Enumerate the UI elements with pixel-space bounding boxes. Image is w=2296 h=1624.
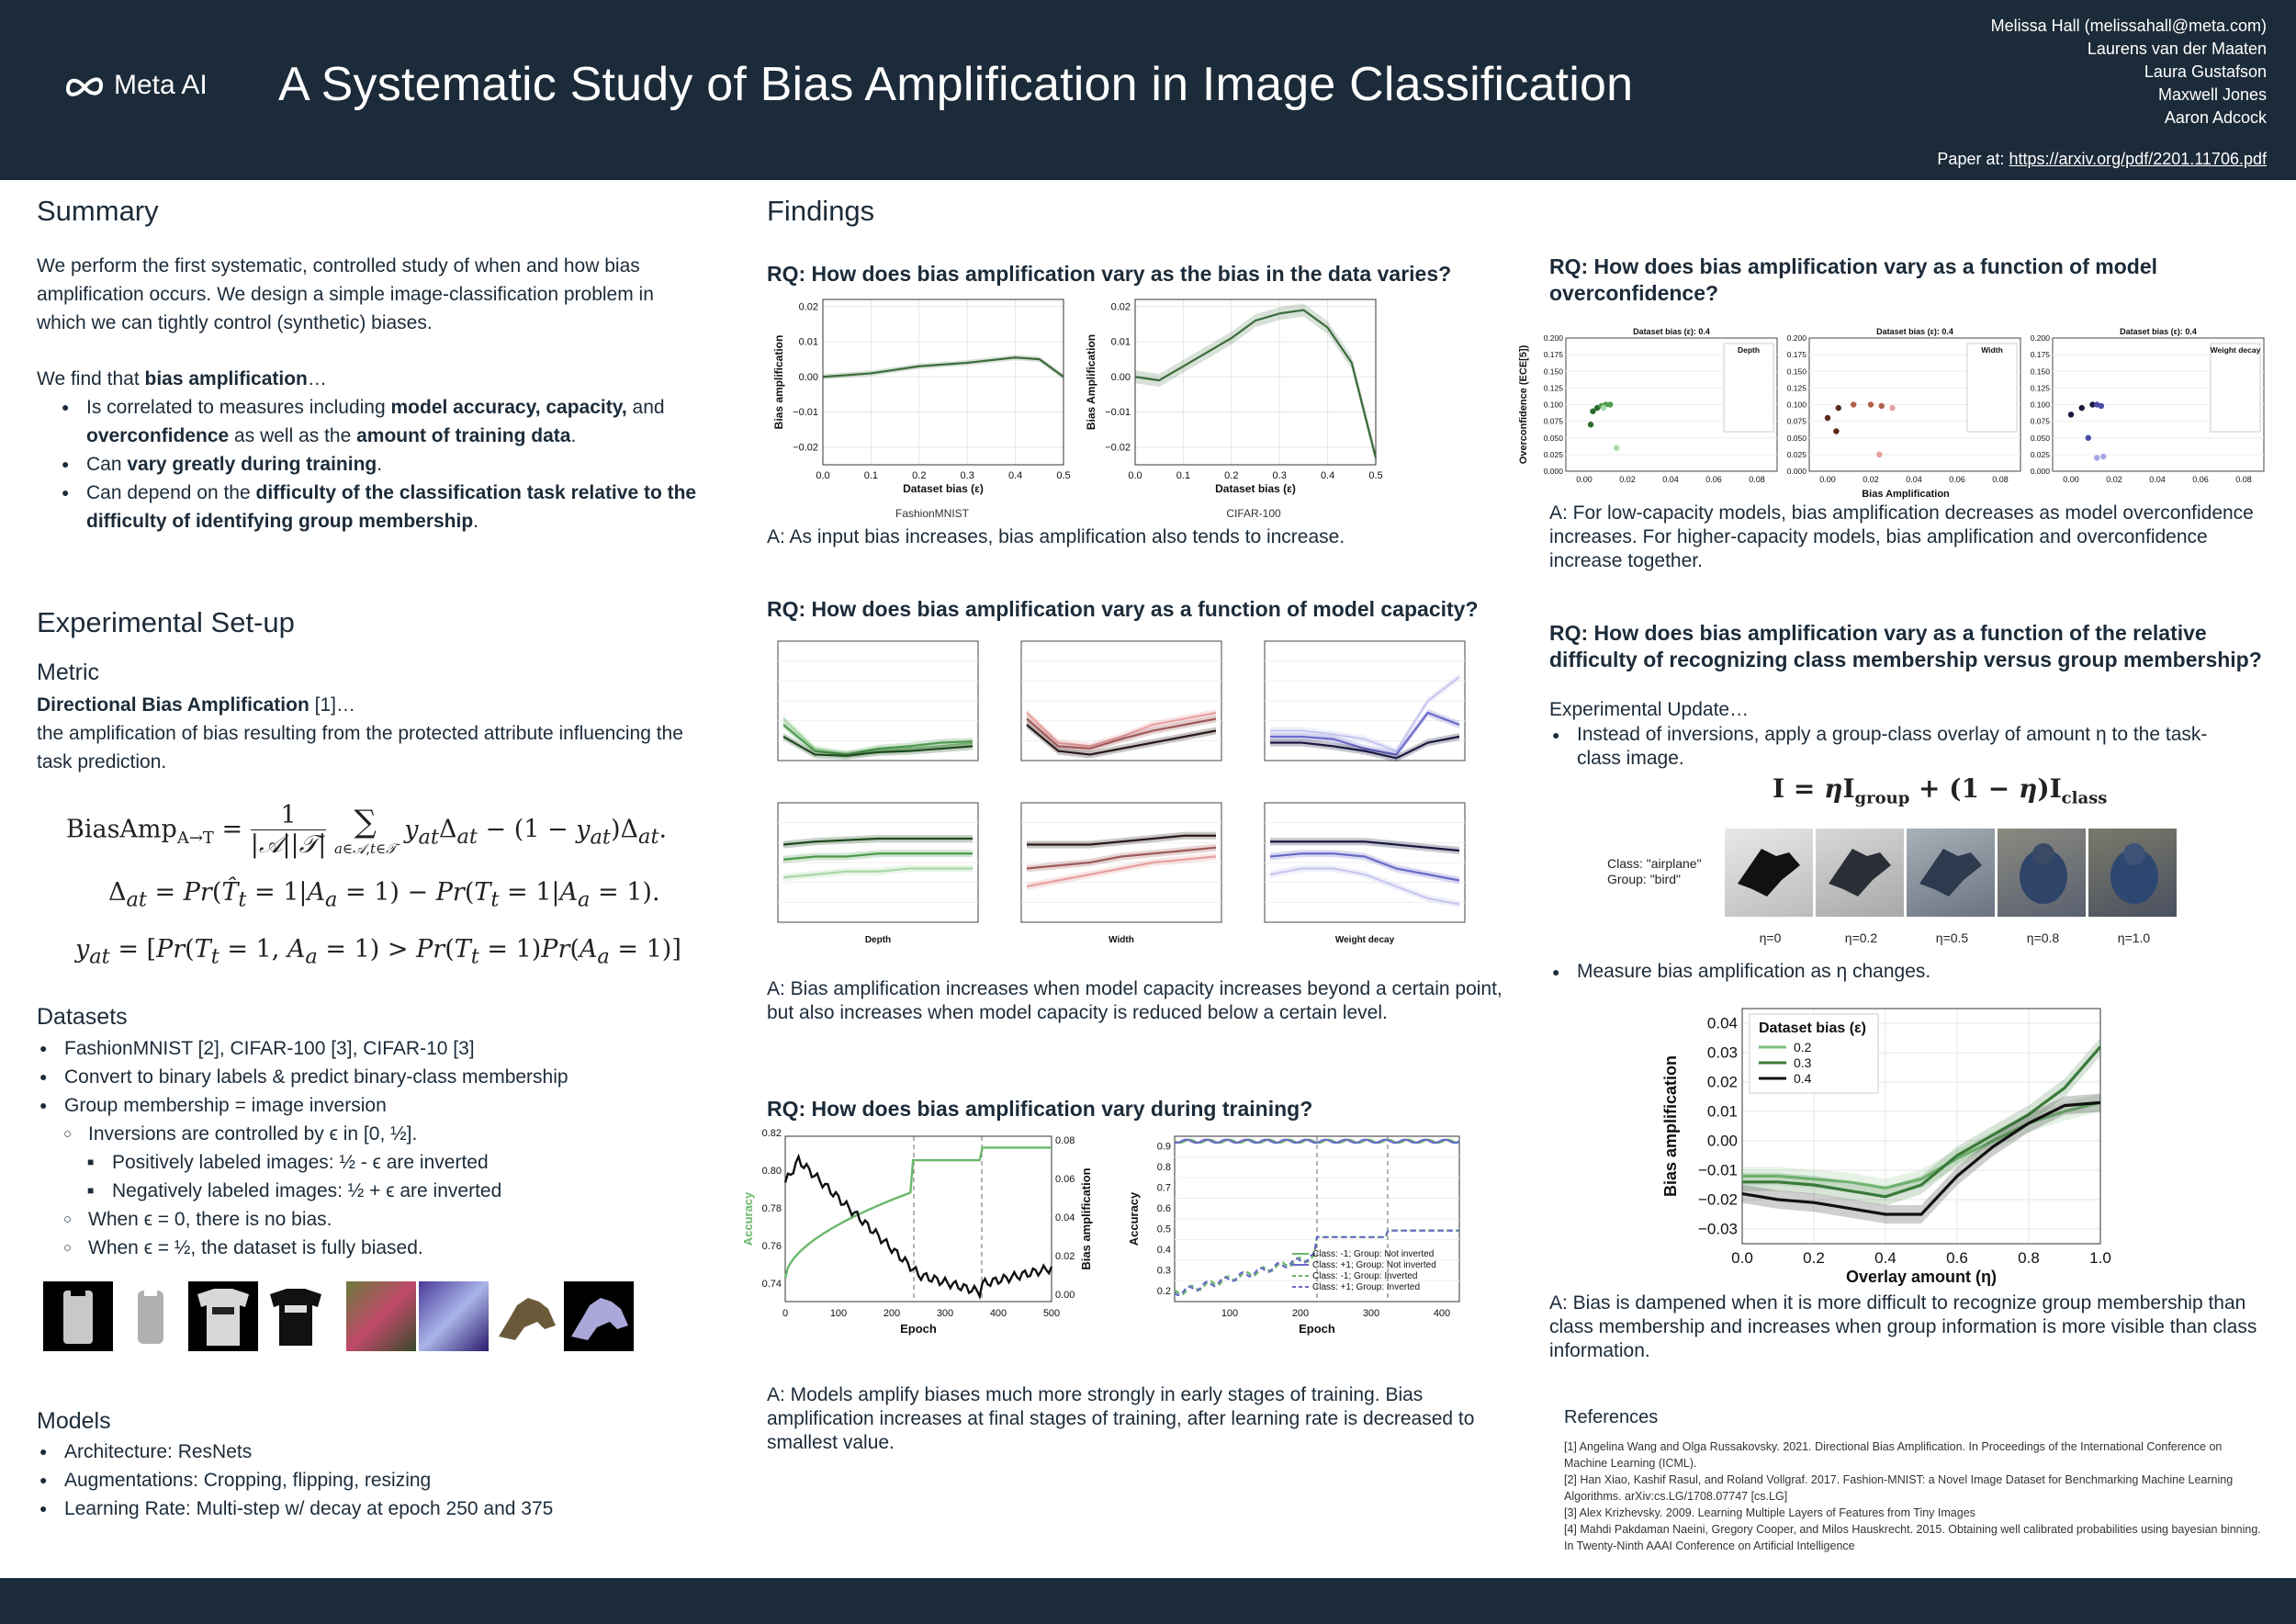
text: Is correlated to measures including	[86, 397, 391, 418]
x-axis-label: Bias Amplification	[1862, 489, 1950, 500]
overconfidence-panel	[1787, 327, 2020, 484]
y-axis-label: Accuracy	[1127, 1191, 1141, 1246]
legend-label: 0.3	[1794, 1055, 1812, 1070]
y-tick-label: 0.02	[798, 301, 818, 313]
capacity-panel	[778, 641, 978, 761]
scatter-point	[1607, 401, 1613, 407]
x-tick-label: 100	[1221, 1308, 1239, 1319]
list-item: ● Architecture: ResNets	[37, 1438, 698, 1466]
paper-link[interactable]: https://arxiv.org/pdf/2201.11706.pdf	[2009, 150, 2267, 168]
text: as well as the	[229, 425, 357, 446]
y-tick-label: 0.075	[1543, 416, 1563, 426]
x-tick-label: 0.00	[2063, 475, 2079, 484]
overconfidence-chart-grid	[1515, 323, 2278, 507]
answer-training: A: Models amplify biases much more strongly in early stages of training. Bias amplification increases at final stages of training, after learning rate is decreased to smallest value.	[767, 1384, 1475, 1453]
capacity-panel	[1021, 641, 1221, 761]
y-tick-label: 0.100	[1786, 400, 1806, 410]
reference-item: [4] Mahdi Pakdaman Naeini, Gregory Cooper, and Milos Hauskrecht. 2015. Obtaining well calibrated probabilities using bayesian binning. In Twenty-Ninth AAAI Conference on Artificial Intelligence	[1564, 1523, 2261, 1552]
list-item: ● Convert to binary labels & predict binary-class membership	[37, 1063, 698, 1091]
y-tick-label: 0.025	[1543, 449, 1563, 459]
scatter-point	[2086, 435, 2091, 441]
summary-findings-list	[59, 393, 702, 536]
y-tick-label: 0.74	[761, 1279, 782, 1290]
panel-title: Dataset bias (ε): 0.4	[2120, 327, 2197, 336]
x-tick-label: 0.8	[2018, 1249, 2040, 1267]
y-tick-label: 0.000	[1543, 467, 1563, 476]
y-tick-label: 0.075	[2030, 416, 2050, 426]
list-item: ■ Negatively labeled images: ½ + ϵ are inverted	[84, 1177, 700, 1205]
author-list	[1991, 15, 2267, 130]
legend-label: Class: -1; Group: Not inverted	[1312, 1249, 1435, 1259]
answer-data-bias: A: As input bias increases, bias amplification also tends to increase.	[767, 526, 1345, 547]
chart-fashionmnist	[771, 292, 1075, 522]
y-tick-label: 0.150	[1786, 367, 1806, 377]
x-tick-label: 0.5	[1368, 470, 1383, 481]
training-group-accuracy-chart	[1125, 1125, 1474, 1346]
x-tick-label: 1.0	[2089, 1249, 2111, 1267]
y-tick-label: 0.7	[1156, 1182, 1171, 1194]
x-tick-label: 0.08	[1749, 475, 1765, 484]
scatter-point	[1614, 445, 1619, 450]
text: .	[377, 454, 383, 475]
reference-item: [2] Han Xiao, Kashif Rasul, and Roland Vollgraf. 2017. Fashion-MNIST: a Novel Image Dataset for Benchmarking Machine Learning Algorithms. arXiv:cs.LG/1708.07747 [cs.LG]	[1564, 1473, 2234, 1503]
findings-heading: Findings	[767, 195, 875, 227]
text-bold: model accuracy, capacity,	[390, 397, 627, 418]
x-tick-label: 0.00	[1576, 475, 1593, 484]
overlay-labels	[1607, 856, 1702, 887]
references-heading: References	[1564, 1407, 1659, 1427]
scatter-point	[1833, 428, 1839, 434]
y-tick-label: 0.00	[1706, 1132, 1738, 1150]
cifar-thumbnail	[491, 1281, 561, 1351]
answer-overconfidence: A: For low-capacity models, bias amplification decreases as model overconfidence increases. For higher-capacity models, bias amplification and overconfidence increase together.	[1549, 502, 2254, 571]
fashion-thumbnail	[261, 1281, 331, 1351]
y-tick-label: 0.125	[2030, 383, 2050, 393]
setup-heading: Experimental Set-up	[37, 606, 295, 638]
header-bar	[0, 0, 2296, 180]
scatter-point	[1889, 405, 1895, 411]
y-tick-label: 0.01	[1706, 1102, 1738, 1121]
overconfidence-panel	[1544, 327, 1777, 484]
y-tick-label: 0.075	[1786, 416, 1806, 426]
overconfidence-panel	[2031, 327, 2264, 484]
y-tick-label: 0.03	[1706, 1043, 1738, 1062]
text-bold: difficulty of the classification task relative to the difficulty of identifying group membership	[86, 482, 697, 532]
text-bold: amount of training data	[356, 425, 571, 446]
y-tick-label: 0.100	[2030, 400, 2050, 410]
y-tick-label: 0.02	[1706, 1073, 1738, 1091]
legend-box	[2211, 344, 2260, 432]
y-tick-label: 0.00	[1055, 1290, 1075, 1301]
y-tick-label: −0.01	[1697, 1161, 1738, 1179]
x-tick-label: 0.04	[2149, 475, 2166, 484]
y-tick-label: 0.200	[2030, 333, 2050, 343]
y-tick-label: 0.06	[1055, 1174, 1075, 1185]
scatter-point	[2079, 405, 2085, 411]
x-tick-label: 300	[936, 1308, 954, 1319]
find-pre: We find that	[37, 368, 145, 389]
list-item: ● Instead of inversions, apply a group-class overlay of amount η to the task-class image.	[1549, 723, 2247, 771]
legend-box	[1724, 344, 1773, 432]
list-item: ● Measure bias amplification as η changes.	[1549, 960, 2247, 984]
metric-heading: Metric	[37, 660, 100, 685]
chart-caption: FashionMNIST	[895, 507, 970, 520]
x-tick-label: 0.06	[1705, 475, 1722, 484]
datasets-heading: Datasets	[37, 1004, 128, 1030]
meta-ai-logo	[64, 70, 208, 101]
y-tick-label: 0.02	[1110, 301, 1131, 313]
x-tick-label: 500	[1042, 1308, 1061, 1319]
y-axis-label: Overconfidence (ECE[5])	[1518, 344, 1529, 465]
y-tick-label: 0.5	[1156, 1224, 1171, 1235]
meta-infinity-icon	[64, 74, 105, 96]
eta-label: η=0.2	[1844, 930, 1878, 945]
references-list	[1564, 1438, 2262, 1554]
x-tick-label: 0.04	[1662, 475, 1679, 484]
y-tick-label: 0.76	[761, 1241, 782, 1252]
legend-label: Class: +1; Group: Not inverted	[1312, 1260, 1436, 1270]
list-item	[59, 450, 702, 479]
x-tick-label: 100	[829, 1308, 848, 1319]
chart-legend	[1750, 1014, 1878, 1093]
models-heading: Models	[37, 1408, 111, 1434]
y-tick-label: 0.200	[1786, 333, 1806, 343]
y-tick-label: 0.8	[1156, 1162, 1171, 1173]
author: Laurens van der Maaten	[2087, 39, 2267, 58]
x-tick-label: 300	[1362, 1308, 1380, 1319]
x-axis-label: Weight decay	[1334, 935, 1395, 945]
x-axis-label: Dataset bias (ε)	[1215, 482, 1296, 495]
y-tick-label: 0.02	[1055, 1251, 1075, 1262]
metric-ref: [1]…	[309, 694, 355, 716]
experimental-update: Experimental Update…	[1549, 699, 1750, 720]
inversion-sublist	[84, 1148, 700, 1205]
capacity-chart-grid	[739, 634, 1474, 951]
y-tick-label: 0.82	[761, 1128, 782, 1139]
overlay-image	[1725, 829, 1813, 917]
y-tick-label: 0.175	[2030, 350, 2050, 360]
answer-model-capacity: A: Bias amplification increases when model capacity increases beyond a certain point, but also increases when model capacity is reduced below a certain level.	[767, 978, 1503, 1023]
list-item: ○ When ϵ = ½, the dataset is fully biased.	[61, 1234, 703, 1262]
rq-data-bias: RQ: How does bias amplification vary as the bias in the data varies?	[767, 262, 1452, 286]
legend-label: Class: -1; Group: Inverted	[1312, 1271, 1418, 1281]
capacity-panel	[1265, 803, 1465, 945]
equation-overlay: $I = \eta I_{group} + (1 - \eta)I_{class}$	[1773, 773, 2108, 808]
summary-intro: We perform the first systematic, controlled study of when and how bias amplification occurs. We design a simple image-classification problem in which we can tightly control (synthetic) biases.	[37, 255, 654, 333]
overlay-group: Group: "bird"	[1607, 872, 1681, 886]
text-bold: vary greatly during training	[127, 454, 377, 475]
x-tick-label: 0.02	[1619, 475, 1636, 484]
x-tick-label: 0.08	[2235, 475, 2252, 484]
text: .	[570, 425, 577, 446]
y-tick-label: 0.050	[2030, 433, 2050, 443]
legend-label: 0.4	[1794, 1071, 1812, 1086]
list-item: ● Group membership = image inversion	[37, 1091, 698, 1120]
y-tick-label: 0.80	[761, 1166, 782, 1177]
y-tick-label: 0.00	[798, 371, 818, 383]
y-tick-label: 0.78	[761, 1203, 782, 1214]
experimental-update-list	[1549, 723, 2247, 771]
x-tick-label: 0.4	[1320, 470, 1335, 481]
logo-text: Meta AI	[114, 70, 208, 100]
chart-cifar100	[1084, 292, 1387, 522]
eta-label: η=0	[1759, 930, 1782, 945]
x-tick-label: 200	[1291, 1308, 1310, 1319]
rq-training: RQ: How does bias amplification vary during training?	[767, 1097, 1313, 1121]
list-item: ● Augmentations: Cropping, flipping, resizing	[37, 1466, 698, 1494]
overlay-image	[1907, 829, 1995, 917]
paper-link-prefix: Paper at:	[1937, 150, 2009, 168]
reference-item: [3] Alex Krizhevsky. 2009. Learning Multiple Layers of Features from Tiny Images	[1564, 1506, 1975, 1519]
list-item: ○ When ϵ = 0, there is no bias.	[61, 1205, 703, 1234]
x-tick-label: 0.4	[1007, 470, 1023, 481]
x-tick-label: 0.0	[1731, 1249, 1753, 1267]
x-tick-label: 0.1	[1176, 470, 1191, 481]
y-tick-label: −0.01	[793, 407, 818, 419]
scatter-point	[1851, 401, 1856, 407]
y-tick-label: 0.9	[1156, 1141, 1171, 1153]
y-tick-label: 0.150	[2030, 367, 2050, 377]
y-tick-label: 0.125	[1786, 383, 1806, 393]
scatter-point	[1601, 405, 1606, 411]
eta-label: η=0.8	[2026, 930, 2060, 945]
text-bold: overconfidence	[86, 425, 230, 446]
text: .	[473, 511, 479, 532]
x-tick-label: 0.04	[1906, 475, 1922, 484]
x-tick-label: 0.5	[1056, 470, 1071, 481]
capacity-panel	[1021, 803, 1221, 945]
x-axis-label: Overlay amount (η)	[1845, 1268, 1998, 1286]
x-tick-label: 400	[989, 1308, 1007, 1319]
overlay-image	[1998, 829, 2086, 917]
x-tick-label: 0.2	[912, 470, 927, 481]
y-tick-label: 0.050	[1543, 433, 1563, 443]
rq-model-capacity: RQ: How does bias amplification vary as a function of model capacity?	[767, 597, 1479, 621]
fashion-thumbnail	[43, 1281, 113, 1351]
scatter-point	[1876, 452, 1882, 457]
poster-title: A Systematic Study of Bias Amplification in Image Classification	[278, 58, 1634, 111]
legend-title: Dataset bias (ε)	[1759, 1021, 1866, 1036]
y-tick-label: 0.2	[1156, 1286, 1171, 1297]
scatter-point	[1825, 415, 1830, 421]
x-tick-label: 0.1	[863, 470, 879, 481]
y-tick-label: 0.3	[1156, 1265, 1171, 1277]
x-tick-label: 0.00	[1819, 475, 1836, 484]
y-tick-label: 0.000	[1786, 467, 1806, 476]
y-tick-label: −0.03	[1697, 1220, 1738, 1238]
x-tick-label: 0.0	[816, 470, 830, 481]
y-axis-label: Bias Amplification	[1085, 333, 1097, 431]
y-axis-label: Accuracy	[741, 1191, 755, 1246]
list-item: ● Learning Rate: Multi-step w/ decay at epoch 250 and 375	[37, 1494, 698, 1523]
y-tick-label: 0.050	[1786, 433, 1806, 443]
equation-yat: $y_{at} = [Pr(T_t = 1$, $A_a = 1) > Pr(T_t = 1)Pr(A_a = 1)$]	[75, 935, 681, 969]
training-accuracy-bias-chart	[739, 1125, 1107, 1346]
cifar-thumbnail	[419, 1281, 489, 1351]
answer-relative-difficulty: A: Bias is dampened when it is more difficult to recognize group membership than class membership and increases when group information is more visible than class information.	[1549, 1292, 2257, 1361]
x-tick-label: 0.0	[1128, 470, 1142, 481]
x-tick-label: 0	[782, 1308, 789, 1319]
x-tick-label: 400	[1433, 1308, 1451, 1319]
y-tick-label: 0.04	[1055, 1212, 1075, 1224]
text: Can depend on the	[86, 482, 256, 503]
cifar-thumbnail	[346, 1281, 416, 1351]
text: Can	[86, 454, 128, 475]
footer-bar	[0, 1578, 2296, 1624]
y-axis-label: Bias amplification	[772, 334, 785, 430]
y-tick-label: 0.00	[1110, 371, 1131, 383]
list-item	[59, 479, 702, 536]
y-axis-label: Bias amplification	[1079, 1167, 1093, 1270]
eta-label: η=1.0	[2117, 930, 2151, 945]
scatter-point	[1588, 422, 1593, 427]
list-item	[59, 393, 702, 450]
y-tick-label: 0.01	[1110, 336, 1131, 348]
y-tick-label: −0.02	[793, 442, 818, 454]
find-post: …	[307, 368, 327, 389]
rq-overconfidence: RQ: How does bias amplification vary as a function of model overconfidence?	[1549, 254, 2158, 305]
metric-title	[37, 691, 698, 719]
panel-title: Dataset bias (ε): 0.4	[1633, 327, 1710, 336]
x-tick-label: 0.06	[1949, 475, 1965, 484]
list-item: ● FashionMNIST [2], CIFAR-100 [3], CIFAR-10 [3]	[37, 1034, 698, 1063]
y-tick-label: −0.02	[1697, 1190, 1738, 1209]
overlay-image	[2088, 829, 2177, 917]
y-tick-label: 0.150	[1543, 367, 1563, 377]
plot-frame	[823, 299, 1064, 465]
legend-title: Depth	[1737, 345, 1761, 355]
x-tick-label: 0.02	[2106, 475, 2122, 484]
inversion-list	[61, 1120, 703, 1148]
x-tick-label: 0.2	[1803, 1249, 1825, 1267]
scatter-point	[1879, 403, 1885, 409]
metric-bold: Directional Bias Amplification	[37, 694, 310, 716]
y-tick-label: 0.4	[1156, 1245, 1171, 1256]
x-axis-label: Width	[1109, 935, 1134, 945]
x-tick-label: 200	[883, 1308, 901, 1319]
author: Melissa Hall (melissahall@meta.com)	[1990, 17, 2267, 35]
y-tick-label: 0.175	[1786, 350, 1806, 360]
scatter-point	[1836, 405, 1841, 411]
x-axis-label: Depth	[864, 935, 892, 945]
x-tick-label: 0.06	[2192, 475, 2209, 484]
text: and	[626, 397, 665, 418]
scatter-point	[2094, 455, 2099, 460]
fashion-thumbnail	[116, 1281, 186, 1351]
x-tick-label: 0.3	[1272, 470, 1287, 481]
equation-delta: $\Delta_{at}$ = $Pr(T̂_t = 1|A_a = 1) - Pr(T_t = 1|A_a = 1)$.	[108, 878, 660, 912]
author: Laura Gustafson	[2144, 62, 2267, 81]
panel-title: Dataset bias (ε): 0.4	[1876, 327, 1953, 336]
metric-description: the amplification of bias resulting from the protected attribute influencing the task prediction.	[37, 723, 683, 773]
legend-box	[1967, 344, 2017, 432]
chart-caption: CIFAR-100	[1226, 507, 1281, 520]
scatter-point	[1868, 401, 1874, 407]
measure-list	[1549, 960, 2247, 984]
cifar-thumbnail	[564, 1281, 634, 1351]
eta-labels	[1725, 930, 2184, 945]
author: Aaron Adcock	[2164, 108, 2267, 127]
y-tick-label: 0.01	[798, 336, 818, 348]
capacity-panel	[1265, 641, 1465, 761]
eta-label: η=0.5	[1935, 930, 1969, 945]
chart-overlay-amount	[1658, 1001, 2135, 1295]
overlay-image	[1816, 829, 1904, 917]
legend-title: Width	[1981, 345, 2003, 355]
y-tick-label: 0.04	[1706, 1014, 1738, 1032]
x-axis-label: Epoch	[900, 1322, 937, 1336]
rq-relative-difficulty: RQ: How does bias amplification vary as a function of the relative difficulty of recognizing class membership versus group membership?	[1549, 621, 2262, 671]
reference-item: [1] Angelina Wang and Olga Russakovsky. 2021. Directional Bias Amplification. In Proceedings of the International Conference on Machine Learning (ICML).	[1564, 1440, 2223, 1470]
x-tick-label: 0.4	[1874, 1249, 1896, 1267]
y-tick-label: 0.6	[1156, 1203, 1171, 1214]
summary-find	[37, 365, 698, 393]
models-list	[37, 1438, 698, 1523]
y-tick-label: 0.000	[2030, 467, 2050, 476]
datasets-list	[37, 1034, 698, 1120]
x-axis-label: Dataset bias (ε)	[903, 482, 984, 495]
x-tick-label: 0.2	[1224, 470, 1239, 481]
capacity-panel	[778, 803, 978, 945]
fashion-thumbnail	[188, 1281, 258, 1351]
y-tick-label: 0.08	[1055, 1135, 1075, 1146]
x-tick-label: 0.6	[1946, 1249, 1968, 1267]
y-tick-label: 0.125	[1543, 383, 1563, 393]
x-tick-label: 0.08	[1992, 475, 2009, 484]
y-tick-label: 0.025	[1786, 449, 1806, 459]
paper-link-line	[1937, 150, 2267, 169]
equation-biasamp: BiasAmp$_{A\to T}$ = 1 |𝒜||𝒯| ∑ a∈𝒜,t∈𝒯 $y_{at}\Delta_{at} - (1 - y_{at})\Delta_{at}$.	[66, 801, 668, 859]
x-tick-label: 0.02	[1863, 475, 1879, 484]
list-item: ■ Positively labeled images: ½ - ϵ are inverted	[84, 1148, 700, 1177]
epsilon-list	[61, 1205, 703, 1262]
y-tick-label: 0.175	[1543, 350, 1563, 360]
scatter-point	[2099, 403, 2104, 409]
x-axis-label: Epoch	[1299, 1322, 1335, 1336]
find-bold: bias amplification	[144, 368, 308, 389]
y-tick-label: 0.200	[1543, 333, 1563, 343]
list-item: ○ Inversions are controlled by ϵ in [0, ½].	[61, 1120, 703, 1148]
legend-label: Class: +1; Group: Inverted	[1312, 1282, 1421, 1292]
y-tick-label: −0.01	[1105, 407, 1131, 419]
legend-title: Weight decay	[2210, 345, 2261, 355]
overlay-class: Class: "airplane"	[1607, 856, 1702, 871]
summary-heading: Summary	[37, 195, 159, 227]
scatter-point	[2068, 412, 2074, 417]
y-tick-label: 0.025	[2030, 449, 2050, 459]
y-tick-label: −0.02	[1105, 442, 1131, 454]
x-tick-label: 0.3	[960, 470, 974, 481]
legend-label: 0.2	[1794, 1040, 1812, 1054]
y-axis-label: Bias amplification	[1661, 1054, 1680, 1198]
y-tick-label: 0.100	[1543, 400, 1563, 410]
scatter-point	[2100, 454, 2106, 459]
author: Maxwell Jones	[2157, 85, 2267, 104]
